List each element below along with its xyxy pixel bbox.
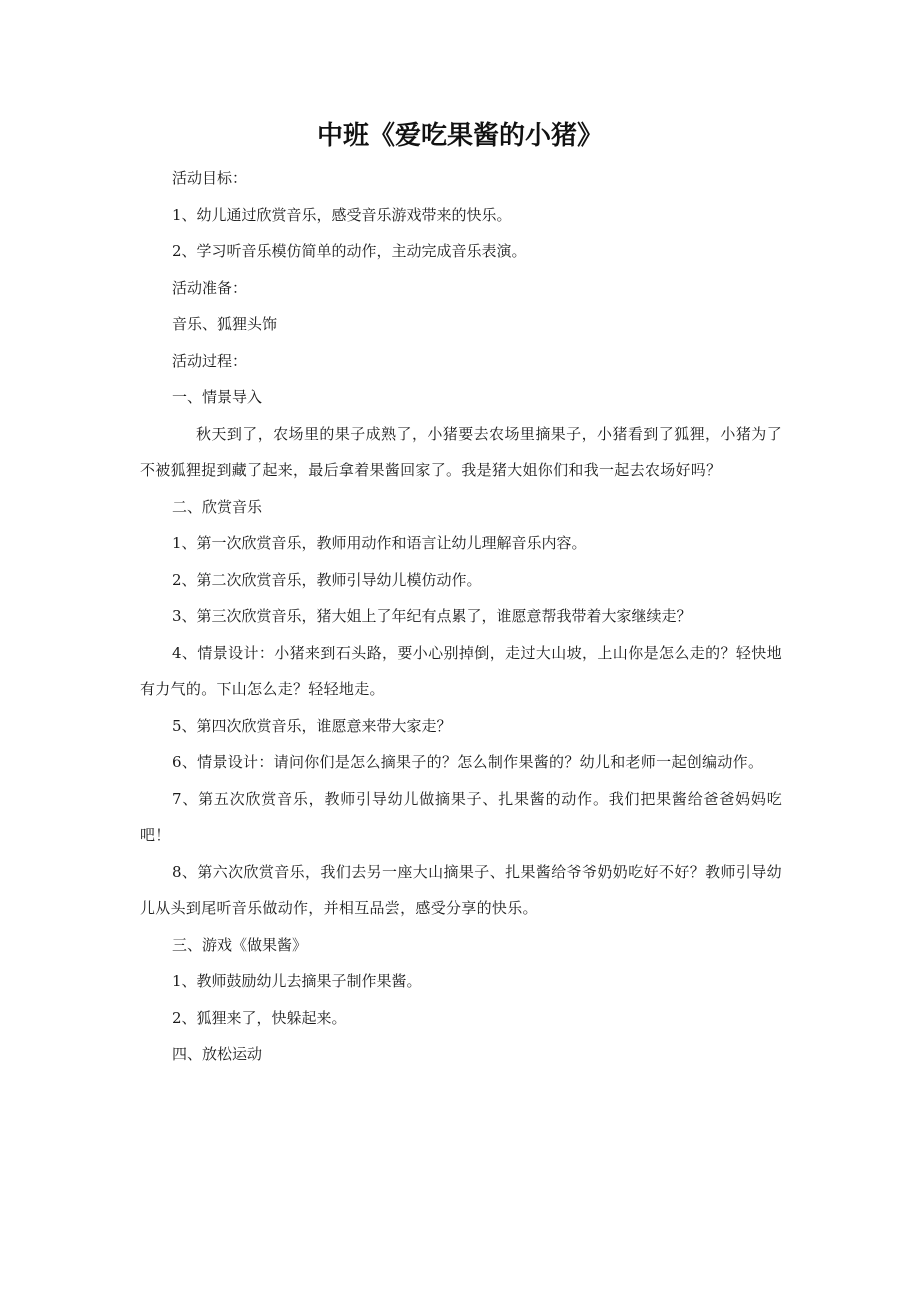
music-step-7: 7、第五次欣赏音乐，教师引导幼儿做摘果子、扎果酱的动作。我们把果酱给爸爸妈妈吃吧！ xyxy=(140,789,782,844)
preparation-items: 音乐、狐狸头饰 xyxy=(172,315,278,333)
music-step-4: 4、情景设计：小猪来到石头路，要小心别掉倒，走过大山坡，上山你是怎么走的？轻快地有力气的。下山怎么走？轻轻地走。 xyxy=(140,643,782,698)
heading-activity-preparation: 活动准备： xyxy=(172,278,248,297)
section-heading-2: 二、欣赏音乐 xyxy=(172,497,263,516)
document-body xyxy=(140,160,782,1073)
music-step-6: 6、情景设计：请问你们是怎么摘果子的？怎么制作果酱的？幼儿和老师一起创编动作。 xyxy=(172,753,764,771)
music-step-1: 1、第一次欣赏音乐，教师用动作和语言让幼儿理解音乐内容。 xyxy=(172,534,587,552)
heading-activity-goals: 活动目标： xyxy=(172,169,248,187)
document-title: 中班《爱吃果酱的小猪》 xyxy=(316,121,603,151)
goal-item-1: 1、幼儿通过欣赏音乐，感受音乐游戏带来的快乐。 xyxy=(172,205,512,224)
music-step-5: 5、第四次欣赏音乐，谁愿意来带大家走？ xyxy=(172,716,452,735)
scene-intro-paragraph: 秋天到了，农场里的果子成熟了，小猪要去农场里摘果子，小猪看到了狐狸，小猪为了不被狐狸捉到藏了起来，最后拿着果酱回家了。我是猪大姐你们和我一起去农场好吗？ xyxy=(140,424,782,479)
section-heading-4: 四、放松运动 xyxy=(172,1045,263,1063)
section-heading-3: 三、游戏《做果酱》 xyxy=(172,935,308,954)
music-step-8: 8、第六次欣赏音乐，我们去另一座大山摘果子、扎果酱给爷爷奶奶吃好不好？教师引导幼儿从头到尾听音乐做动作，并相互品尝，感受分享的快乐。 xyxy=(140,862,782,917)
heading-activity-process: 活动过程： xyxy=(172,351,248,370)
game-step-2: 2、狐狸来了，快躲起来。 xyxy=(172,1008,347,1027)
section-heading-1: 一、情景导入 xyxy=(172,388,263,406)
music-step-2: 2、第二次欣赏音乐，教师引导幼儿模仿动作。 xyxy=(172,570,482,589)
game-step-1: 1、教师鼓励幼儿去摘果子制作果酱。 xyxy=(172,972,422,990)
music-step-3: 3、第三次欣赏音乐，猪大姐上了年纪有点累了，谁愿意帮我带着大家继续走？ xyxy=(172,607,692,625)
goal-item-2: 2、学习听音乐模仿简单的动作，主动完成音乐表演。 xyxy=(172,242,527,260)
